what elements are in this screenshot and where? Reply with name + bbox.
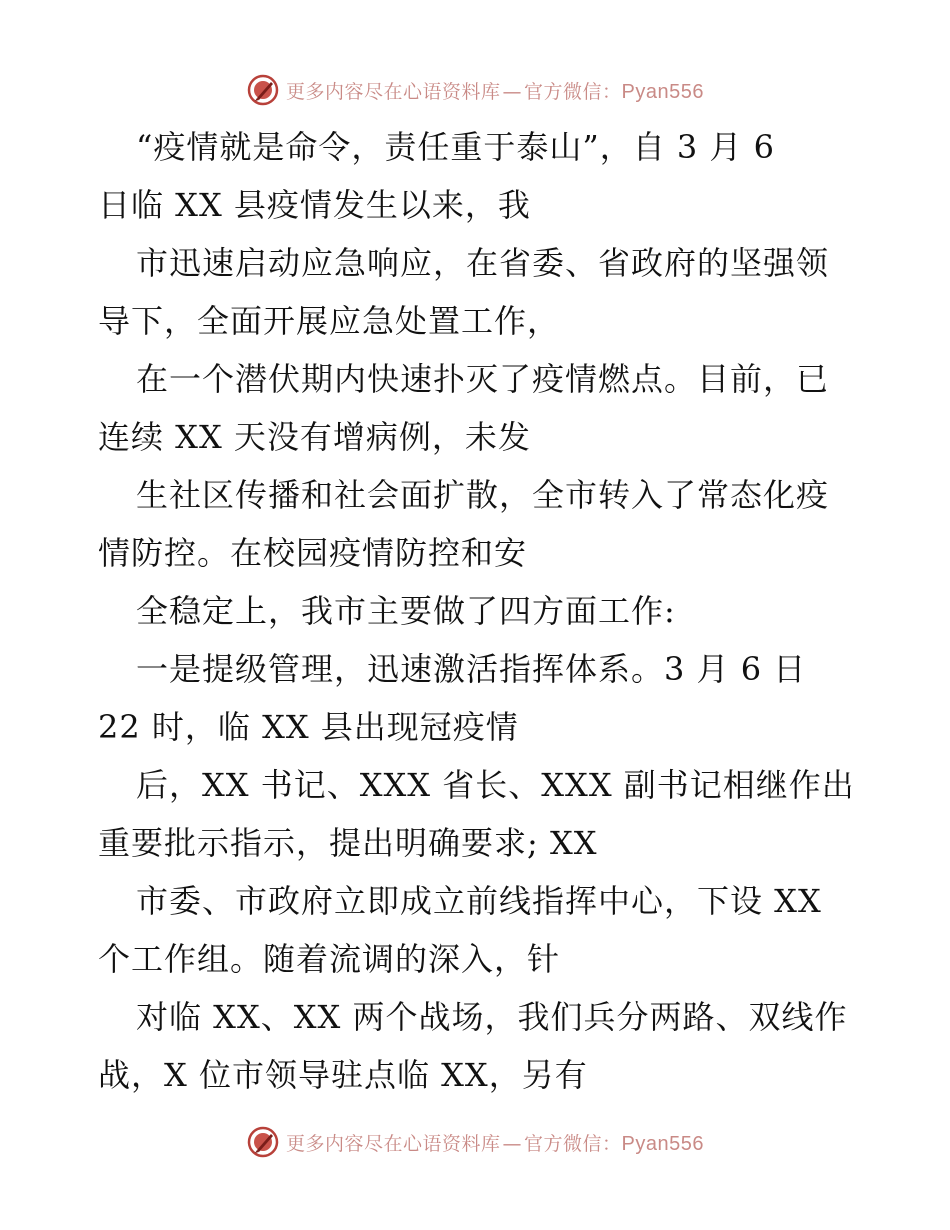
watermark-id: Pyan556 — [621, 1132, 704, 1155]
body-line: 对临 XX、XX 两个战场，我们兵分两路、双线作 — [136, 998, 848, 1036]
footer-watermark — [0, 1122, 950, 1162]
watermark-suffix: 官方微信： — [524, 1132, 622, 1155]
body-line: 全稳定上，我市主要做了四方面工作: — [136, 592, 676, 630]
document-body — [98, 118, 858, 1104]
body-line: 连续 XX 天没有增病例，未发 — [98, 418, 531, 456]
pen-logo-icon — [246, 73, 280, 107]
body-line: 22 时，临 XX 县出现冠疫情 — [98, 708, 519, 746]
body-line: 重要批示指示，提出明确要求; XX — [98, 824, 598, 862]
pen-logo-icon — [246, 1125, 280, 1159]
body-line: 生社区传播和社会面扩散，全市转入了常态化疫 — [136, 476, 830, 514]
watermark-dash: — — [502, 1132, 523, 1155]
watermark-main: 更多内容尽在心语资料库 — [286, 1132, 501, 1155]
body-line: 战，X 位市领导驻点临 XX，另有 — [98, 1056, 588, 1094]
body-line: 一是提级管理，迅速激活指挥体系。3 月 6 日 — [136, 650, 807, 688]
body-line: 导下，全面开展应急处置工作， — [98, 302, 561, 340]
body-line: 在一个潜伏期内快速扑灭了疫情燃点。目前，已 — [136, 360, 830, 398]
watermark-text — [286, 1129, 704, 1156]
body-line: 个工作组。随着流调的深入，针 — [98, 940, 561, 978]
body-line: 日临 XX 县疫情发生以来，我 — [98, 186, 531, 224]
body-line: 市委、市政府立即成立前线指挥中心，下设 XX — [136, 882, 822, 920]
body-line: “疫情就是命令，责任重于泰山”，自 3 月 6 — [136, 128, 775, 166]
watermark-dash: — — [502, 80, 523, 103]
watermark-text — [286, 77, 704, 104]
header-watermark — [0, 70, 950, 110]
body-line: 市迅速启动应急响应，在省委、省政府的坚强领 — [136, 244, 830, 282]
watermark-id: Pyan556 — [621, 80, 704, 103]
watermark-suffix: 官方微信： — [524, 80, 622, 103]
body-line: 后，XX 书记、XXX 省长、XXX 副书记相继作出 — [136, 766, 855, 804]
body-line: 情防控。在校园疫情防控和安 — [98, 534, 528, 572]
watermark-main: 更多内容尽在心语资料库 — [286, 80, 501, 103]
